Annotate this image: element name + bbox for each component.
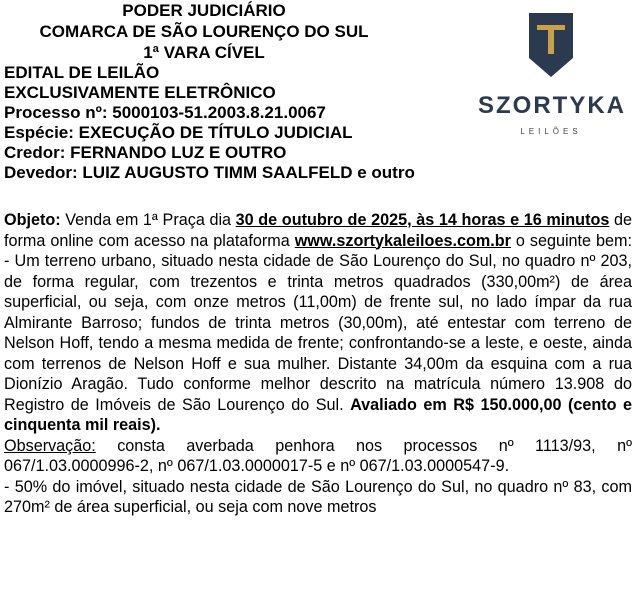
second-item-paragraph: - 50% do imóvel, situado nesta cidade de São Lourenço do Sul, no quadro nº 83, com 270m² de área superficial, ou seja com nove metros [4, 477, 632, 516]
edict-body [4, 210, 632, 518]
edict-title: EDITAL DE LEILÃO [4, 63, 160, 82]
auction-mode: EXCLUSIVAMENTE ELETRÔNICO [4, 83, 276, 102]
observation-text: consta averbada penhora nos processos nº 1113/93, nº 067/1.03.0000996-2, nº 067/1.03.0000017-5 e nº 067/1.03.0000547-9. [4, 436, 632, 475]
object-paragraph [4, 210, 632, 436]
object-text-1: Venda em 1ª Praça dia [60, 211, 236, 229]
branch-name: 1ª VARA CÍVEL [143, 43, 265, 62]
platform-link[interactable]: www.szortykaleiloes.com.br [294, 231, 511, 250]
object-label: Objeto: [4, 211, 61, 229]
valuation: Avaliado em R$ 150.000,00 (cento e cinquenta mil reais). [4, 395, 632, 434]
object-text-3: o seguinte bem: - Um terreno urbano, situado nesta cidade de São Lourenço do Sul, no quadro nº 203, de forma regular, com trezentos e trinta metros quadrados (330,00m²) de área superficial, ou seja, com onze metros (11,00m) de frente sul, no lado ímpar da rua Almirante Barroso; fundos de trinta metros (30,00m), até entestar com terreno de Nelson Hoff, tendo a mesma medida de frente; confrontando-se a leste, e oeste, ainda com terrenos de Nelson Hoff e sua mulher. Distante 34,00m da esquina com a rua Dionízio Aragão. Tudo conforme melhor descrito na matrícula número 13.908 do Registro de Imóveis de São Lourenço do Sul. [4, 231, 632, 414]
object-text-2: de forma online com acesso na plataforma [4, 211, 632, 250]
observation-paragraph [4, 436, 632, 477]
brand-subtitle: LEILÕES [520, 127, 582, 136]
creditor: Credor: FERNANDO LUZ E OUTRO [4, 143, 287, 162]
szortyka-logo [472, 12, 626, 142]
brand-name: SZORTYKA [478, 92, 626, 119]
debtor: Devedor: LUIZ AUGUSTO TIMM SAALFELD e outro [4, 163, 415, 182]
gavel-shield-icon [528, 12, 574, 78]
observation-label: Observação: [4, 436, 96, 455]
edict-header [4, 0, 415, 183]
auction-date: 30 de outubro de 2025, às 14 horas e 16 minutos [235, 211, 610, 229]
process-number: Processo nº: 5000103-51.2003.8.21.0067 [4, 103, 326, 122]
case-kind: Espécie: EXECUÇÃO DE TÍTULO JUDICIAL [4, 123, 353, 142]
court-name: PODER JUDICIÁRIO [122, 1, 286, 20]
district-name: COMARCA DE SÃO LOURENÇO DO SUL [39, 22, 369, 41]
